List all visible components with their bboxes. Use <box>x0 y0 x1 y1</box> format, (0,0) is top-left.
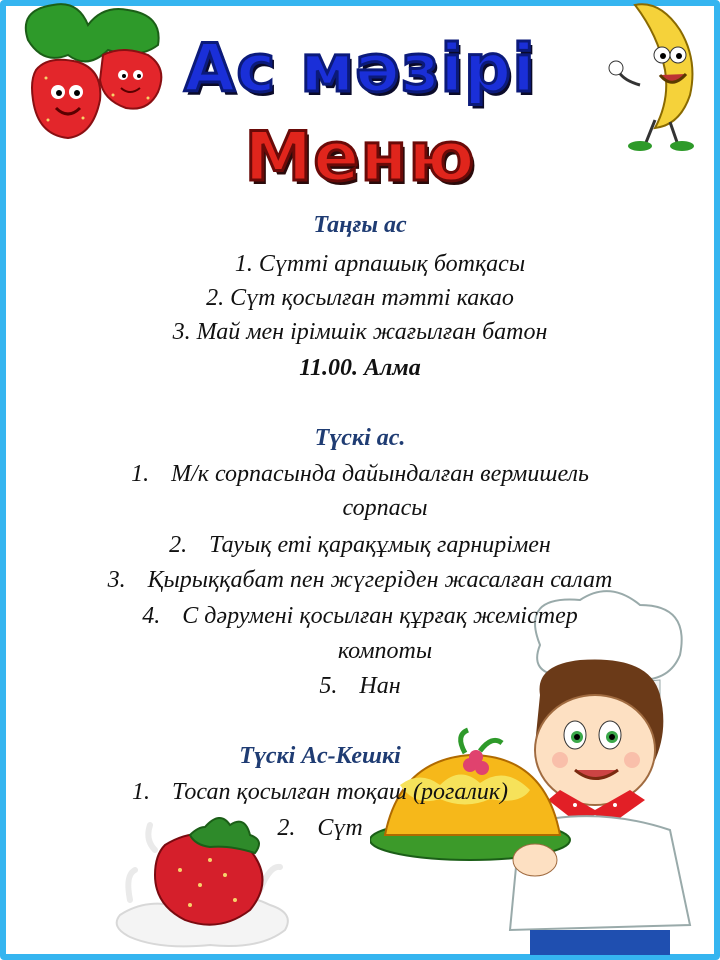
afternoon-item-number: 2. <box>277 815 296 841</box>
snack-apple: 11.00. Алма <box>299 355 421 381</box>
breakfast-item: 2. Сүт қосылған тәтті какао <box>206 285 514 311</box>
afternoon-item-text: Тосап қосылған тоқаш (рогалик) <box>171 779 509 805</box>
lunch-item-text: Тауық еті қарақұмық гарнирімен <box>209 532 551 558</box>
lunch-item-text: М/к сорпасында дайындалған вермишель <box>171 461 589 487</box>
lunch-item <box>0 461 720 488</box>
afternoon-item-text: Сүт <box>317 815 363 841</box>
lunch-item <box>0 567 720 594</box>
lunch-item-number: 2. <box>169 532 188 558</box>
lunch-item-number: 5. <box>319 673 338 699</box>
afternoon-item <box>0 815 720 842</box>
lunch-item-text: Қырыққабат пен жүгеріден жасалған салат <box>147 567 613 593</box>
lunch-item-number: 1. <box>131 461 150 487</box>
lunch-item <box>0 532 720 559</box>
breakfast-item: 1. Сүтті арпашық ботқасы <box>234 251 526 277</box>
lunch-item-continuation: сорпасы <box>342 495 428 521</box>
afternoon-heading: Түскі Ас-Кешкі <box>239 743 401 769</box>
afternoon-item <box>0 779 720 806</box>
menu-title-kazakh: Ас мәзірі <box>184 30 536 107</box>
lunch-item-text: Нан <box>359 673 401 699</box>
lunch-item-number: 3. <box>107 567 126 593</box>
lunch-item-text: С дәрумені қосылған құрғақ жемістер <box>182 603 578 629</box>
afternoon-item-number: 1. <box>131 779 150 805</box>
lunch-item-continuation: компоты <box>337 638 433 664</box>
breakfast-heading: Таңғы ас <box>313 212 407 238</box>
lunch-heading: Түскі ас. <box>314 425 406 451</box>
lunch-item-number: 4. <box>142 603 161 629</box>
lunch-item <box>0 673 720 700</box>
menu-title-russian: Меню <box>244 118 476 197</box>
breakfast-item: 3. Май мен ірімшік жағылған батон <box>172 319 548 345</box>
lunch-item <box>0 603 720 630</box>
